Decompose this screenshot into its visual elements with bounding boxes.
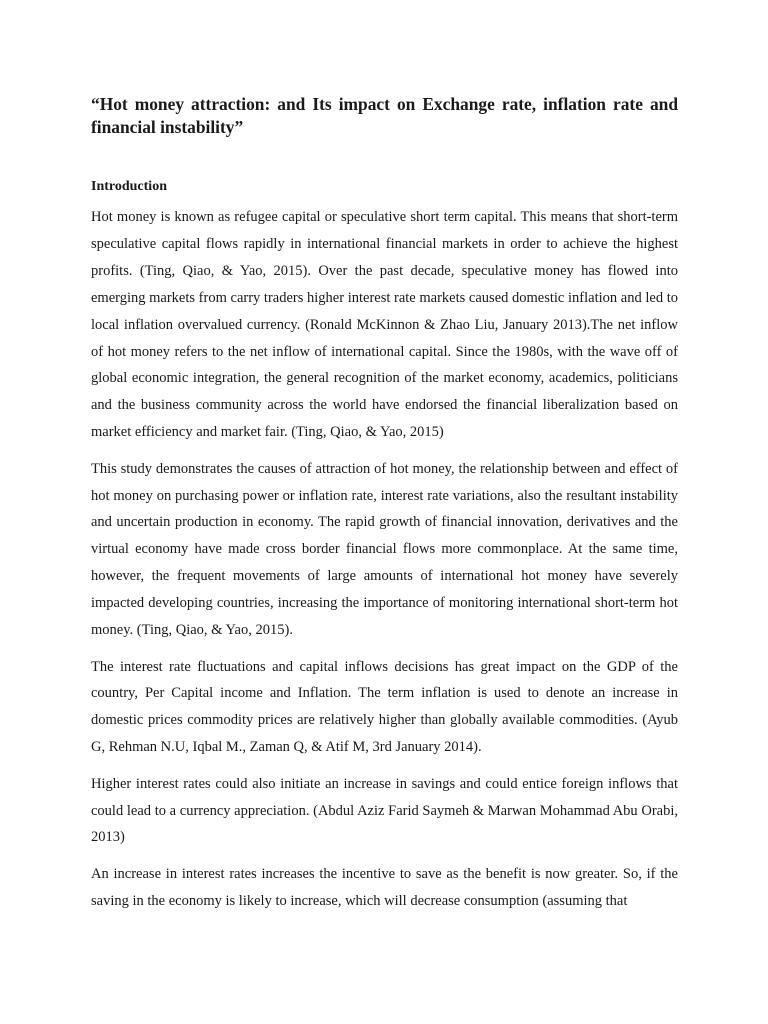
section-heading: Introduction [91, 179, 167, 194]
document-body [91, 204, 678, 924]
paragraph-2: This study demonstrates the causes of attraction of hot money, the relationship between and effect of hot money on purchasing power or inflation rate, interest rate variations, also the resultant instability and uncertain production in economy. The rapid growth of financial innovation, derivatives and the virtual economy have made cross border financial flows more commonplace. At the same time, however, the frequent movements of large amounts of international hot money have severely impacted developing countries, increasing the importance of monitoring international short-term hot money. (Ting, Qiao, & Yao, 2015). [91, 460, 678, 639]
paragraph-4: Higher interest rates could also initiate an increase in savings and could entice foreign inflows that could lead to a currency appreciation. (Abdul Aziz Farid Saymeh & Marwan Mohammad Abu Orabi, 2013) [91, 775, 678, 846]
paragraph-3: The interest rate fluctuations and capital inflows decisions has great impact on the GDP of the country, Per Capital income and Inflation. The term inflation is used to denote an increase in domestic prices commodity prices are relatively higher than globally available commodities. (Ayub G, Rehman N.U, Iqbal M., Zaman Q, & Atif M, 3rd January 2014). [91, 658, 678, 756]
document-title: “Hot money attraction: and Its impact on Exchange rate, inflation rate and financial instability” [91, 94, 678, 137]
paragraph-1: Hot money is known as refugee capital or speculative short term capital. This means that short-term speculative capital flows rapidly in international financial markets in order to achieve the highest profits. (Ting, Qiao, & Yao, 2015). Over the past decade, speculative money has flowed into emerging markets from carry traders higher interest rate markets caused domestic inflation and led to local inflation overvalued currency. (Ronald McKinnon & Zhao Liu, January 2013).The net inflow of hot money refers to the net inflow of international capital. Since the 1980s, with the wave off of global economic integration, the general recognition of the market economy, academics, politicians and the business community across the world have endorsed the financial liberalization based on market efficiency and market fair. (Ting, Qiao, & Yao, 2015) [91, 209, 678, 441]
paragraph-5: An increase in interest rates increases the incentive to save as the benefit is now greater. So, if the saving in the economy is likely to increase, which will decrease consumption (assuming that [91, 865, 678, 909]
